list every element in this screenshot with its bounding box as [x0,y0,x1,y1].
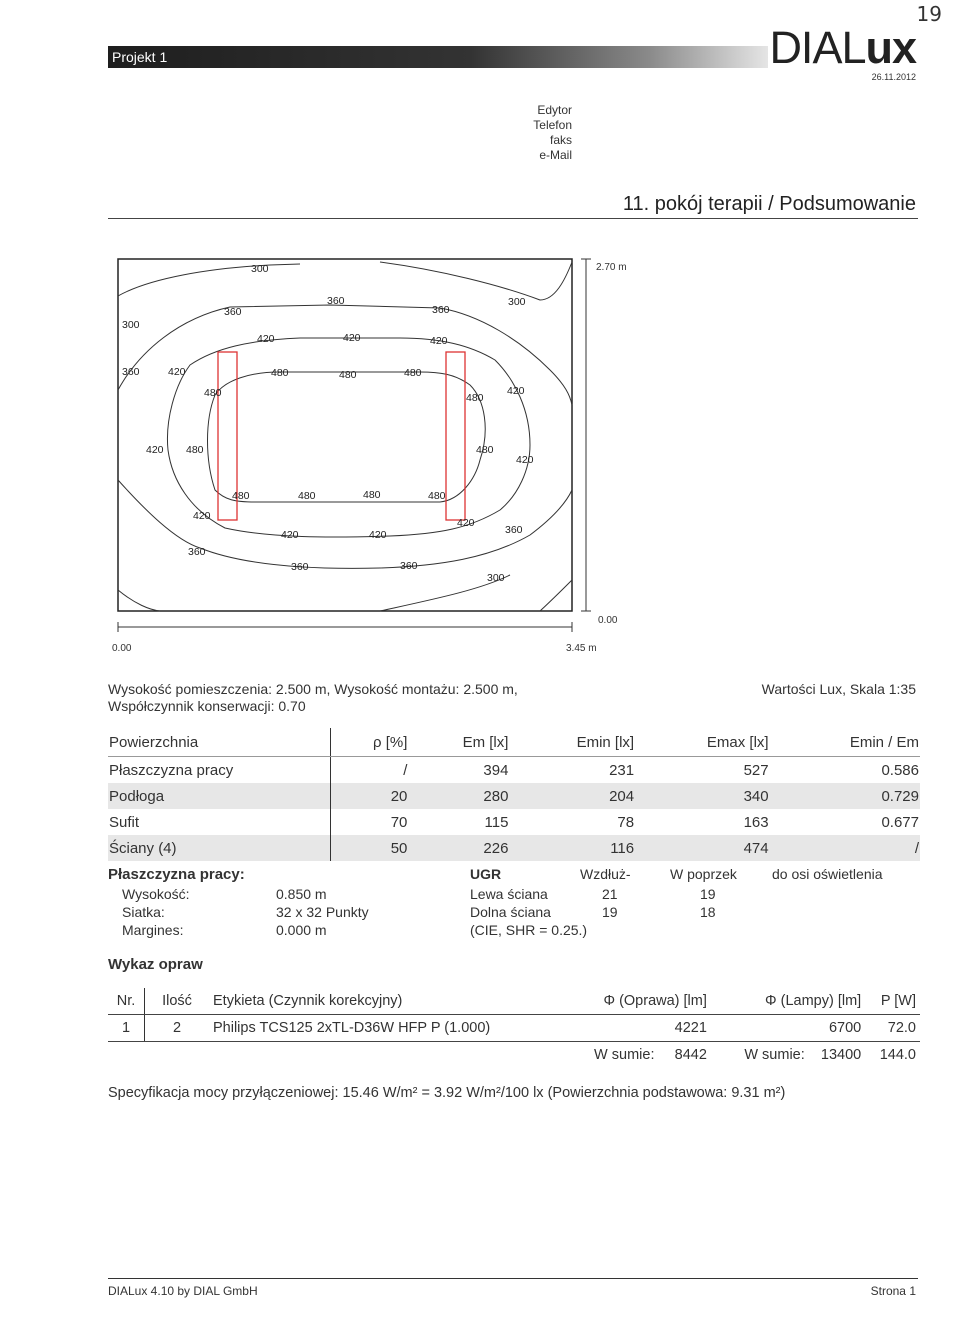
footer-divider [108,1278,918,1279]
svg-text:420: 420 [457,517,475,529]
zero-left-label: 0.00 [112,643,132,654]
svg-text:420: 420 [343,332,361,344]
svg-text:360: 360 [224,306,242,318]
page-title: 11. pokój terapii / Podsumowanie [622,193,916,215]
col-emin: Emin [lx] [509,728,635,757]
svg-text:480: 480 [339,369,357,381]
svg-text:480: 480 [404,367,422,379]
phone-label: Telefon [533,118,572,132]
contact-block [480,103,572,163]
sum-label-2: W sumie: [744,1047,805,1063]
ugr-bottom-wall: Dolna ściana [470,904,551,920]
luminaire-table [108,988,920,1068]
svg-text:480: 480 [298,490,316,502]
room-dimensions: Wysokość pomieszczenia: 2.500 m, Wysokość montażu: 2.500 m, [108,681,518,697]
table-row: Sufit 70 115 78 163 0.677 [108,809,920,835]
svg-text:480: 480 [466,392,484,404]
svg-text:480: 480 [232,490,250,502]
ugr-axis-header: do osi oświetlenia [772,866,883,882]
workplane-section [108,866,920,946]
col-surface: Powierzchnia [108,728,331,757]
email-label: e-Mail [539,148,572,162]
col-power: P [W] [865,988,920,1015]
svg-text:360: 360 [505,524,523,536]
svg-text:420: 420 [146,444,164,456]
luminaire-list-heading: Wykaz opraw [108,956,203,973]
contour-labels [122,263,534,584]
isolux-plan [100,248,660,658]
svg-text:480: 480 [186,444,204,456]
svg-text:480: 480 [476,444,494,456]
svg-text:420: 420 [281,529,299,541]
svg-text:360: 360 [122,366,140,378]
footer-page: Strona 1 [870,1284,916,1298]
col-flux-lamps: Φ (Lampy) [lm] [711,988,865,1015]
svg-text:300: 300 [251,263,269,275]
svg-text:360: 360 [291,561,309,573]
table-row: Płaszczyzna pracy / 394 231 527 0.586 [108,757,920,784]
svg-text:360: 360 [432,304,450,316]
grid-label: Siatka: [122,904,165,920]
svg-text:420: 420 [507,385,525,397]
svg-text:420: 420 [430,335,448,347]
ugr-left-across: 19 [700,886,716,902]
height-label: Wysokość: [122,886,190,902]
sum-row [108,1042,920,1069]
height-value: 0.850 m [276,886,327,902]
svg-text:420: 420 [168,366,186,378]
editor-label: Edytor [537,103,572,117]
table-row: 1 2 Philips TCS125 2xTL-D36W HFP P (1.000) 4221 6700 72.0 [108,1015,920,1042]
ugr-left-wall: Lewa ściana [470,886,548,902]
svg-text:480: 480 [428,490,446,502]
table-row: Podłoga 20 280 204 340 0.729 [108,783,920,809]
ugr-left-along: 21 [602,886,618,902]
svg-text:480: 480 [271,367,289,379]
zero-right-label: 0.00 [598,615,618,626]
grid-value: 32 x 32 Punkty [276,904,369,920]
dialux-logo: DIALux [769,22,916,73]
svg-text:480: 480 [204,387,222,399]
ugr-bottom-across: 18 [700,904,716,920]
col-uniformity: Emin / Em [770,728,920,757]
svg-text:300: 300 [487,572,505,584]
col-label: Etykieta (Czynnik korekcyjny) [209,988,562,1015]
svg-text:300: 300 [508,296,526,308]
col-reflectance: ρ [%] [331,728,409,757]
col-nr: Nr. [108,988,145,1015]
maintenance-factor: Współczynnik konserwacji: 0.70 [108,698,306,714]
margins-label: Margines: [122,922,184,938]
svg-text:420: 420 [193,510,211,522]
svg-text:420: 420 [257,333,275,345]
table-row: Ściany (4) 50 226 116 474 / [108,835,920,861]
ugr-across-header: W poprzek [670,866,737,882]
col-flux-luminaire: Φ (Oprawa) [lm] [562,988,711,1015]
col-em: Em [lx] [408,728,509,757]
footer-software: DIALux 4.10 by DIAL GmbH [108,1284,258,1298]
report-date: 26.11.2012 [871,72,916,82]
room-outline [118,259,572,611]
header-bar [108,46,768,68]
page-number: 19 [916,2,942,26]
svg-text:360: 360 [327,295,345,307]
sum-label: W sumie: [594,1047,655,1063]
width-label: 3.45 m [566,643,597,654]
margins-value: 0.000 m [276,922,327,938]
svg-text:420: 420 [369,529,387,541]
svg-text:360: 360 [400,560,418,572]
scale-label: Wartości Lux, Skala 1:35 [761,681,916,697]
sum-lamps: 13400 [820,1047,862,1063]
col-emax: Emax [lx] [635,728,770,757]
ugr-label: UGR [470,866,502,882]
ugr-along-header: Wzdłuż- [580,866,631,882]
svg-text:360: 360 [188,546,206,558]
sum-luminaire: 8442 [674,1047,707,1063]
svg-text:300: 300 [122,319,140,331]
project-label: Projekt 1 [112,49,168,65]
workplane-heading: Płaszczyzna pracy: [108,866,245,883]
svg-text:420: 420 [516,454,534,466]
ugr-bottom-along: 19 [602,904,618,920]
title-divider [108,218,918,219]
sum-power: 144.0 [879,1047,916,1063]
height-label: 2.70 m [596,262,627,273]
col-qty: Ilość [145,988,210,1015]
power-specification: Specyfikacja mocy przyłączeniowej: 15.46 W/m² = 3.92 W/m²/100 lx (Powierzchnia podstawowa: 9.31 m²) [108,1085,786,1101]
fax-label: faks [549,133,572,147]
svg-text:480: 480 [363,489,381,501]
ugr-note: (CIE, SHR = 0.25.) [470,922,588,938]
surfaces-table [108,728,920,861]
